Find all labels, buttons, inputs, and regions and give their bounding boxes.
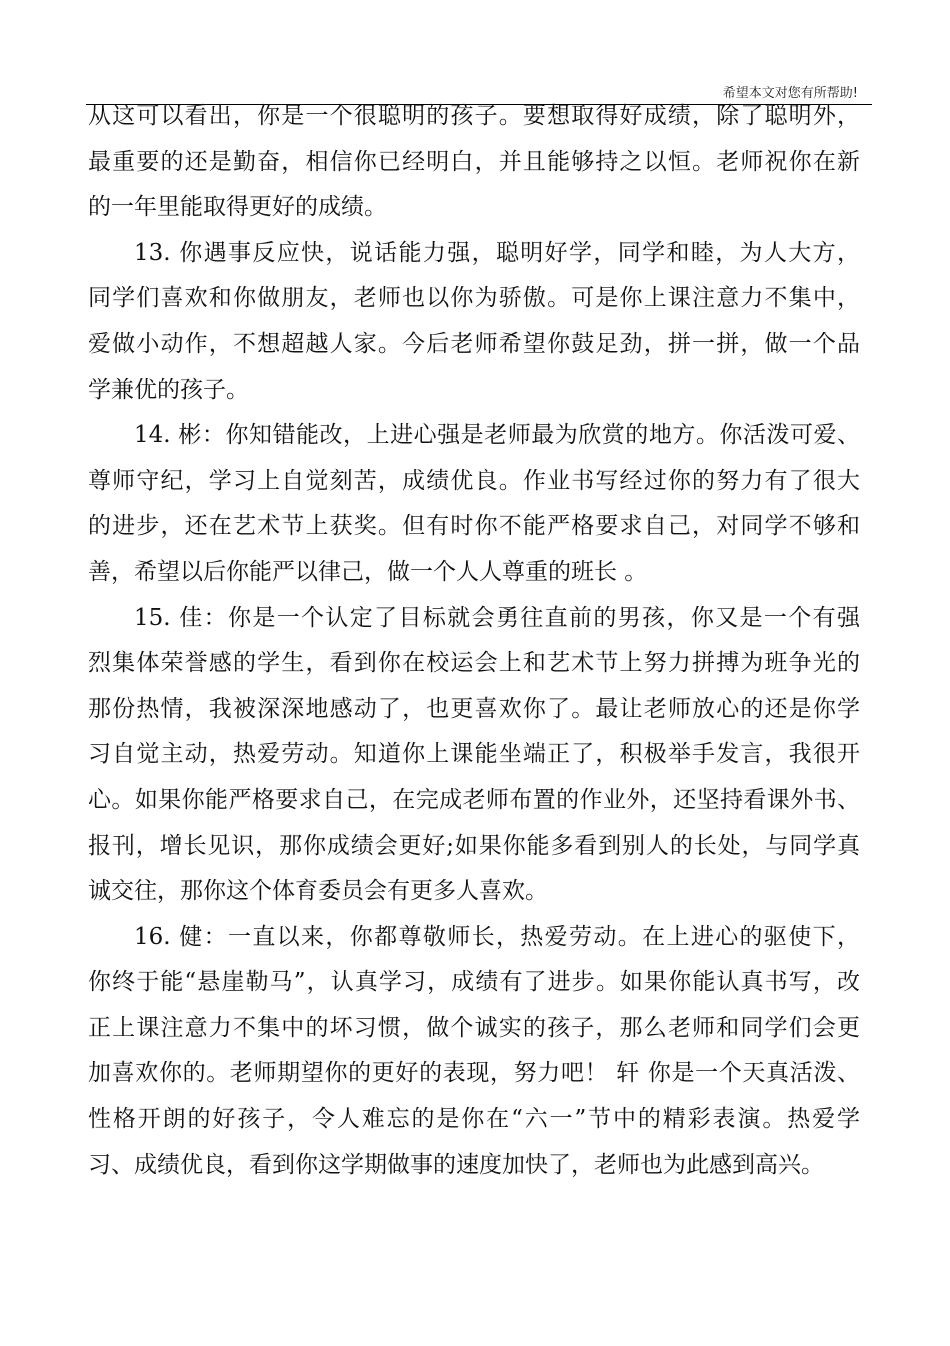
- text-line: 习、成绩优良，看到你这学期做事的速度加快了，老师也为此感到高兴。: [88, 1151, 824, 1178]
- header-text: 希望本文对您有所帮助!: [722, 86, 858, 101]
- text-line: 同学们喜欢和你做朋友，老师也以你为骄傲。可是你上课注意力不集中，: [88, 285, 860, 312]
- text-line: 从这可以看出，你是一个很聪明的孩子。要想取得好成绩，除了聪明外，: [88, 103, 860, 129]
- text-line: 学兼优的孩子。: [88, 376, 249, 403]
- text-line: 14. 彬：你知错能改，上进心强是老师最为欣赏的地方。你活泼可爱、: [134, 422, 860, 449]
- text-line: 善，希望以后你能严以律己，做一个人人尊重的班长 。: [88, 558, 648, 585]
- text-line: 那份热情，我被深深地感动了，也更喜欢你了。最让老师放心的还是你学: [88, 695, 860, 722]
- text-line: 心。如果你能严格要求自己，在完成老师布置的作业外，还坚持看课外书、: [88, 786, 860, 813]
- text-line: 加喜欢你的。老师期望你的更好的表现，努力吧！ 轩 你是一个天真活泼、: [88, 1060, 860, 1087]
- text-line: 13. 你遇事反应快，说话能力强，聪明好学，同学和睦，为人大方，: [134, 239, 860, 266]
- text-line: 正上课注意力不集中的坏习惯，做个诚实的孩子，那么老师和同学们会更: [88, 1014, 860, 1041]
- text-line: 15. 佳：你是一个认定了目标就会勇往直前的男孩，你又是一个有强: [134, 604, 860, 631]
- text-line: 尊师守纪，学习上自觉刻苦，成绩优良。作业书写经过你的努力有了很大: [88, 467, 860, 494]
- text-line: 你终于能“悬崖勒马”，认真学习，成绩有了进步。如果你能认真书写，改: [88, 969, 860, 996]
- text-line: 烈集体荣誉感的学生，看到你在校运会上和艺术节上努力拼搏为班争光的: [88, 650, 860, 677]
- text-line: 的进步，还在艺术节上获奖。但有时你不能严格要求自己，对同学不够和: [88, 513, 860, 540]
- text-line: 最重要的还是勤奋，相信你已经明白，并且能够持之以恒。老师祝你在新: [88, 148, 860, 175]
- document-body: [88, 94, 860, 1188]
- text-line: 爱做小动作，不想超越人家。今后老师希望你鼓足劲，拼一拼，做一个品: [88, 330, 860, 357]
- text-line: 诚交往，那你这个体育委员会有更多人喜欢。: [88, 878, 548, 905]
- text-line: 习自觉主动，热爱劳动。知道你上课能坐端正了，积极举手发言，我很开: [88, 741, 860, 768]
- text-line: 报刊，增长见识，那你成绩会更好;如果你能多看到别人的长处，与同学真: [88, 832, 860, 859]
- text-line: 16. 健：一直以来，你都尊敬师长，热爱劳动。在上进心的驱使下，: [134, 923, 860, 950]
- text-line: 的一年里能取得更好的成绩。: [88, 194, 387, 221]
- text-line: 性格开朗的好孩子，令人难忘的是你在“六一”节中的精彩表演。热爱学: [88, 1106, 860, 1133]
